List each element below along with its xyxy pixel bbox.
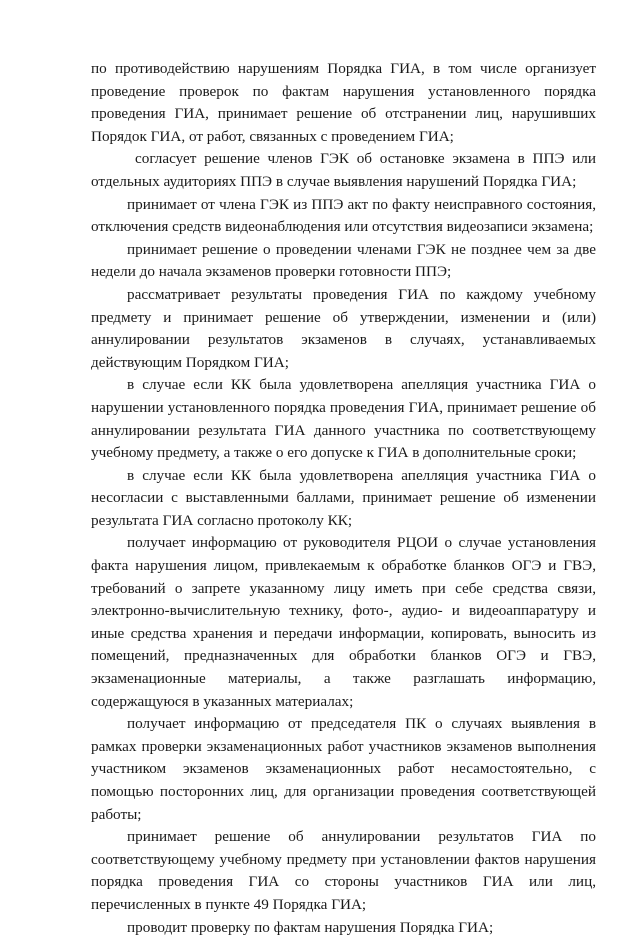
paragraph-rcoi-violation: получает информацию от руководителя РЦОИ о случае установления факта нарушения лицом, привлекаемым к обработке бланков ОГЭ и ГВЭ, требований о запрете указанному лицу иметь при себе средства связи, электронно-вычислительную технику, фото-, аудио- и видеоаппаратуру и иные средства хранения и передачи информации, копировать, выносить из помещений, предназначенных для обработки бланков ОГЭ и ГВЭ, экзаменационные материалы, а также разглашать информацию, содержащуюся в указанных материалах;: [91, 534, 596, 710]
paragraph-appeal-scores: в случае если КК была удовлетворена апелляция участника ГИА о несогласии с выставленными баллами, принимает решение об изменении результата ГИА согласно протоколу КК;: [91, 466, 596, 529]
paragraph-appeal-procedure: в случае если КК была удовлетворена апелляция участника ГИА о нарушении установленного порядка проведения ГИА, принимает решение об аннулировании результата ГИА данного участника по соответствующему учебному предмету, а также о его допуске к ГИА в дополнительные сроки;: [91, 376, 596, 462]
paragraph-inspection: проводит проверку по фактам нарушения Порядка ГИА;: [127, 918, 494, 936]
paragraph-results-review: рассматривает результаты проведения ГИА по каждому учебному предмету и принимает решение об утверждении, изменении и (или) аннулировании результатов экзаменов в случаях, устанавливаемых действующим Порядком ГИА;: [91, 285, 596, 371]
paragraph-video-act: принимает от члена ГЭК из ППЭ акт по факту неисправного состояния, отключения средств видеонаблюдения или отсутствия видеозаписи экзамена;: [91, 195, 596, 236]
paragraph-stop-exam: согласует решение членов ГЭК об остановке экзамена в ППЭ или отдельных аудиториях ППЭ в случае выявления нарушений Порядка ГИА;: [91, 150, 596, 190]
paragraph-annulment: принимает решение об аннулировании результатов ГИА по соответствующему учебному предмету при установлении фактов нарушения порядка проведения ГИА со стороны участников ГИА или лиц, перечисленных в пункте 49 Порядка ГИА;: [91, 828, 596, 913]
paragraph-readiness-check: принимает решение о проведении членами ГЭК не позднее чем за две недели до начала экзаменов проверки готовности ППЭ;: [91, 240, 596, 281]
paragraph-pk-info: получает информацию от председателя ПК о случаях выявления в рамках проверки экзаменационных работ участников экзаменов выполнения участником экзаменов экзаменационных работ несамостоятельно, с помощью посторонних лиц, для организации проведения соответствующей работы;: [91, 715, 596, 823]
document-page: [91, 58, 596, 939]
paragraph-continuation: по противодействию нарушениям Порядка ГИА, в том числе организует проведение проверок по фактам нарушения установленного порядка проведения ГИА, принимает решение об отстранении лиц, нарушивших Порядок ГИА, от работ, связанных с проведением ГИА;: [91, 60, 596, 145]
